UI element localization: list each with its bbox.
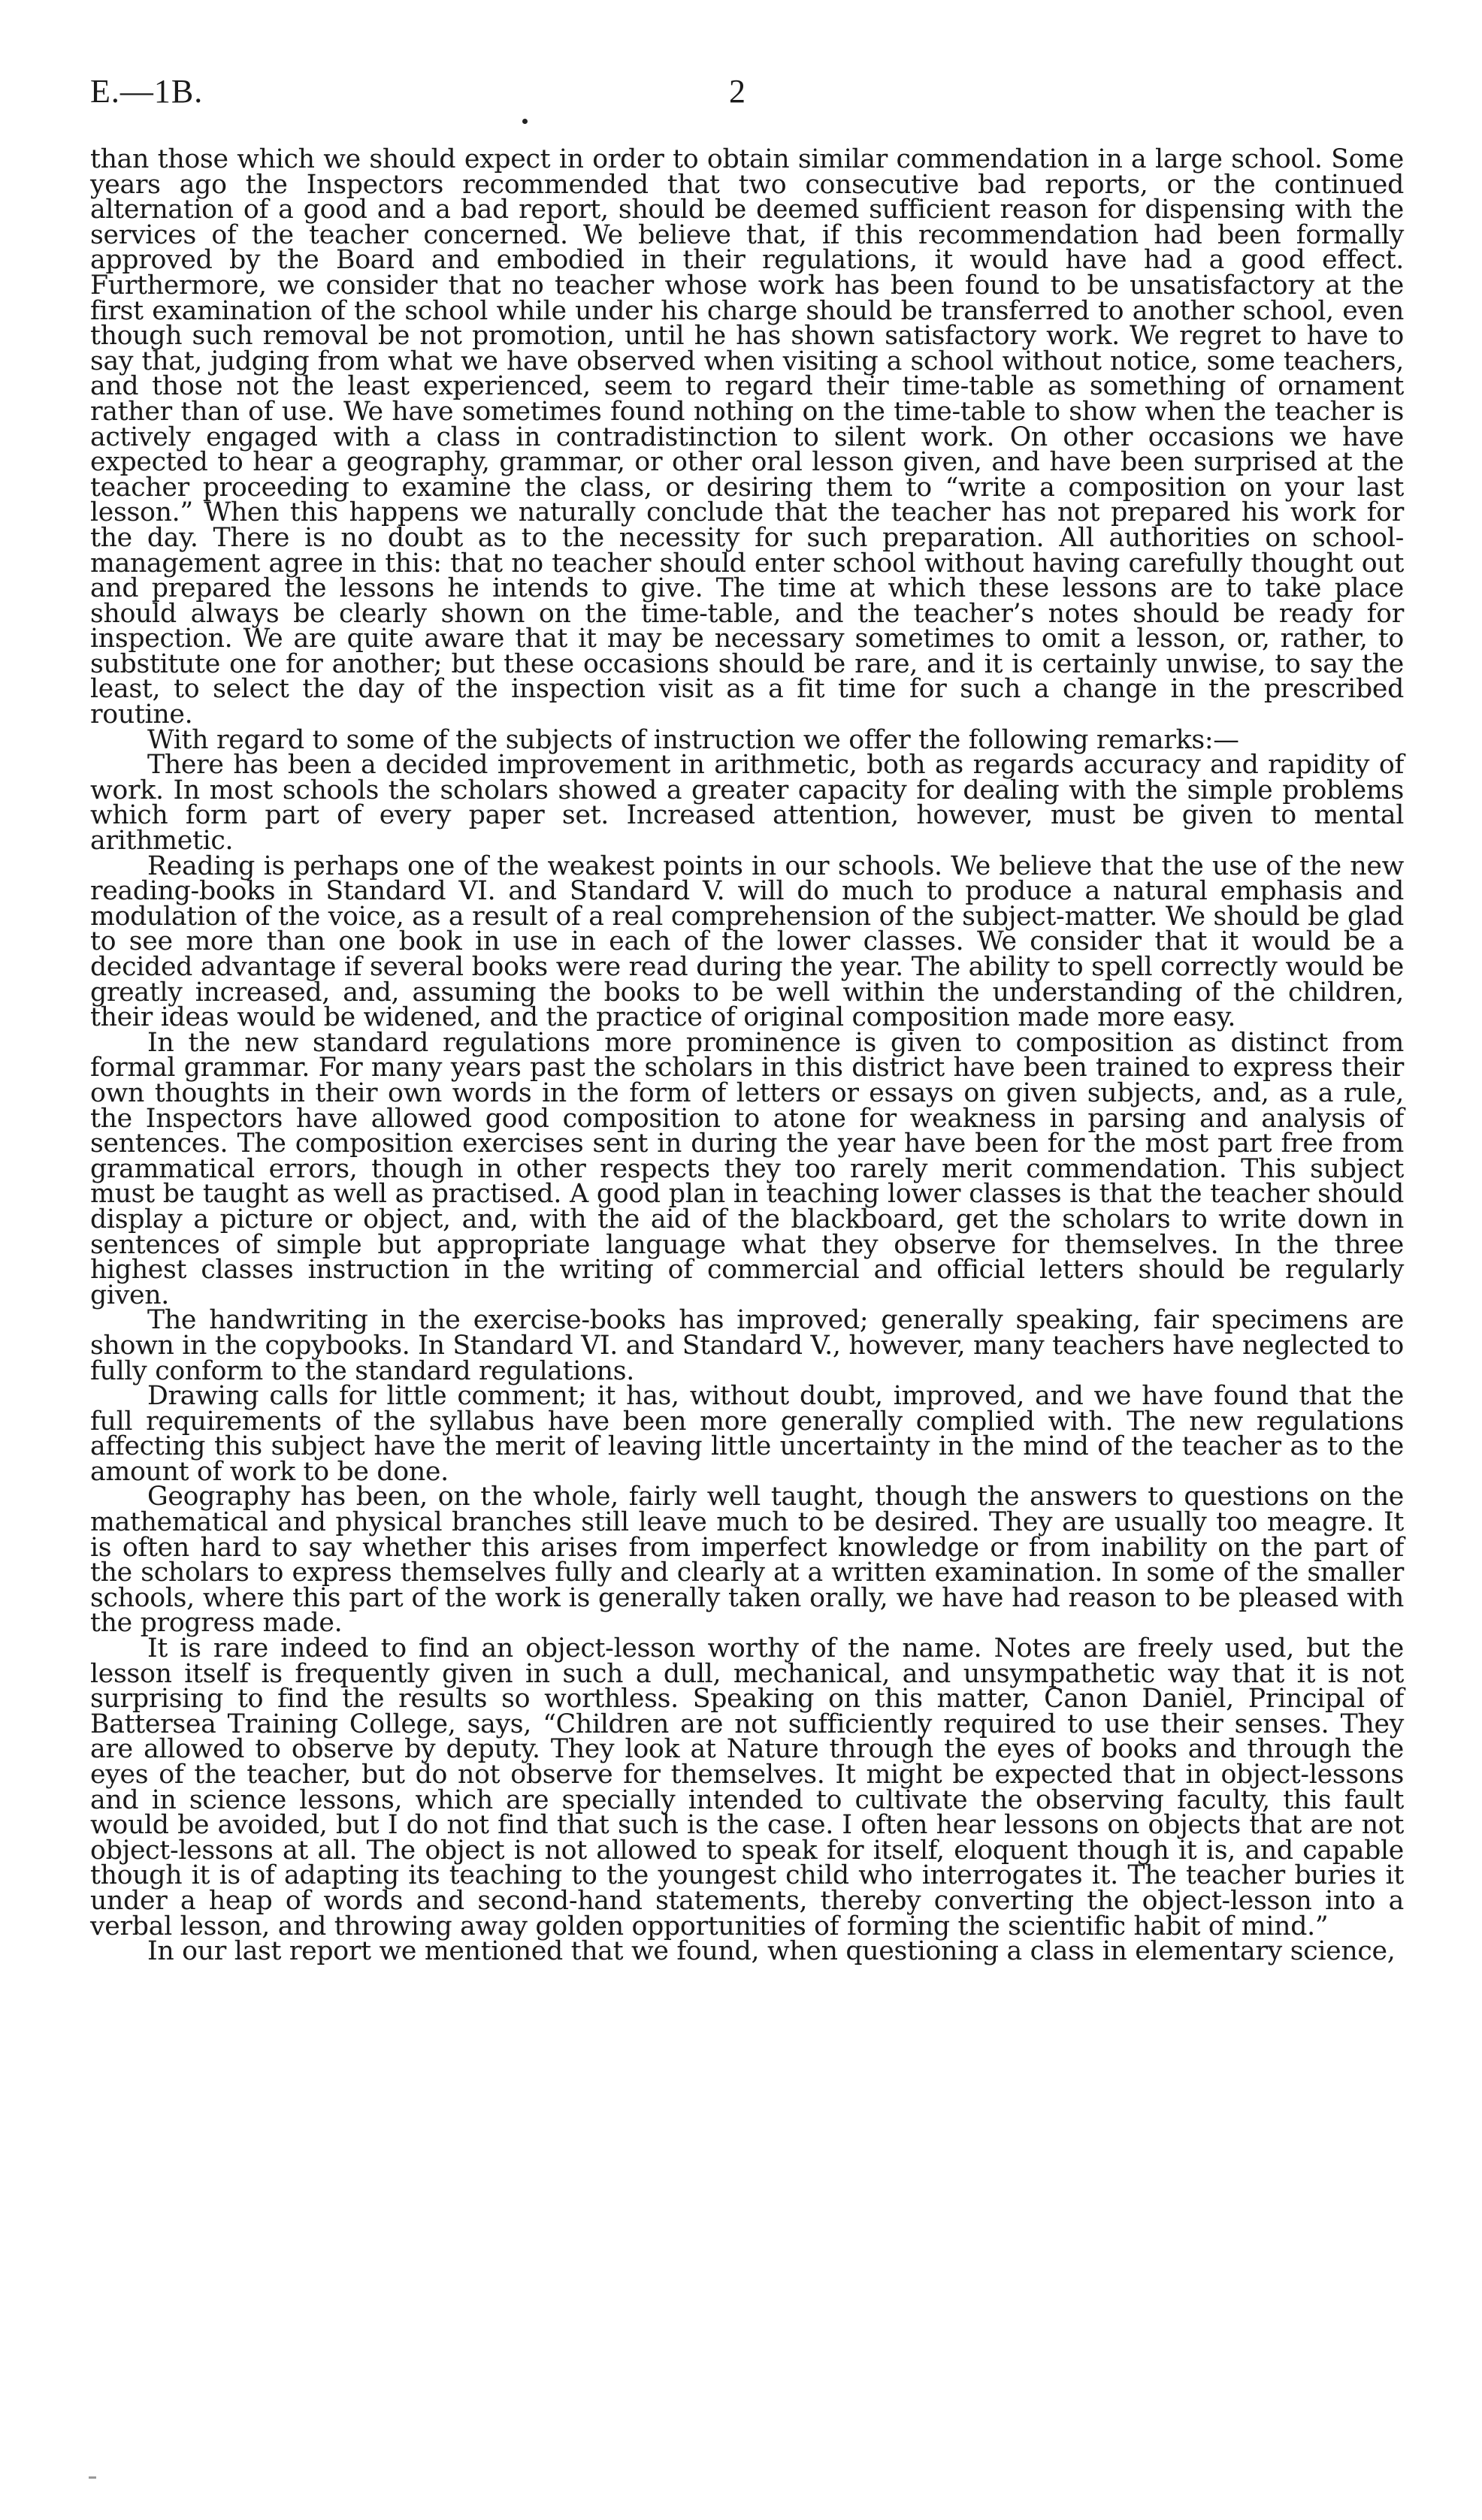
paragraph-continuation: than those which we should expect in order to obtain similar commendation in a large school. Some years ago the Inspectors recommended that two consecutive bad reports, or the continued alternation of a good and a bad report, should be deemed sufficient reason for dispensing with the services of the teacher concerned. We believe that, if this recommendation had been formally approved by the Board and embodied in their regulations, it would have had a good effect. Furthermore, we consider that no teacher whose work has been found to be unsatisfactory at the first examination of the school while under his charge should be transferred to another school, even though such removal be not promotion, until he has shown satisfactory work. We regret to have to say that, judging from what we have observed when visiting a school without notice, some teachers, and those not the least experienced, seem to regard their time-table as something of ornament rather than of use. We have sometimes found nothing on the time-table to show when the teacher is actively engaged with a class in contradistinction to silent work. On other occasions we have expected to hear a geography, grammar, or other oral lesson given, and have been surprised at the teacher proceeding to examine the class, or desiring them to “write a composition on your last lesson.” When this happens we naturally conclude that the teacher has not prepared his work for the day. There is no doubt as to the necessity for such preparation. All authorities on school-management agree in this: that no teacher should enter school without having carefully thought out and prepared the lessons he intends to give. The time at which these lessons are to take place should always be clearly shown on the time-table, and the teacher’s notes should be ready for inspection. We are quite aware that it may be necessary sometimes to omit a lesson, or, rather, to substitute one for another; but these occasions should be rare, and it is certainly unwise, to say the least, to select the day of the inspection visit as a fit time for such a change in the prescribed routine.	[90, 144, 1404, 730]
scan-mark	[89, 2476, 96, 2479]
paragraph-drawing: Drawing calls for little comment; it has, without doubt, improved, and we have found that the full requirements of the syllabus have been more generally complied with. The new regulations affecting this subject have the merit of leaving little uncertainty in the mind of the teacher as to the amount of work to be done.	[90, 1381, 1404, 1487]
report-body	[90, 144, 1404, 1967]
paragraph-arithmetic: There has been a decided improvement in arithmetic, both as regards accuracy and rapidity of work. In most schools the scholars showed a greater capacity for dealing with the simple problems which form part of every paper set. Increased attention, however, must be given to mental arithmetic.	[90, 750, 1404, 857]
paragraph-object-lessons: It is rare indeed to find an object-lesson worthy of the name. Notes are freely used, but the lesson itself is frequently given in such a dull, mechanical, and unsympathetic way that it is not surprising to find the results so worthless. Speaking on this matter, Canon Daniel, Principal of Battersea Training College, says, “Children are not sufficiently required to use their senses. They are allowed to observe by deputy. They look at Nature through the eyes of books and through the eyes of the teacher, but do not observe for themselves. It might be expected that in object-lessons and in science lessons, which are specially intended to cultivate the observing faculty, this fault would be avoided, but I do not find that such is the case. I often hear lessons on objects that are not object-lessons at all. The object is not allowed to speak for itself, eloquent though it is, and capable though it is of adapting its teaching to the youngest child who interrogates it. The teacher buries it under a heap of words and second-hand statements, thereby converting the object-lesson into a verbal lesson, and throwing away golden opportunities of forming the scientific habit of mind.”	[90, 1633, 1404, 1941]
paragraph-composition: In the new standard regulations more prominence is given to composition as distinct from formal grammar. For many years past the scholars in this district have been trained to express their own thoughts in their own words in the form of letters or essays on given subjects, and, as a rule, the Inspectors have allowed good composition to atone for weakness in parsing and analysis of sentences. The composition exercises sent in during the year have been for the most part free from grammatical errors, though in other respects they too rarely merit commendation. This subject must be taught as well as practised. A good plan in teaching lower classes is that the teacher should display a picture or object, and, with the aid of the blackboard, get the scholars to write down in sentences of simple but appropriate language what they observe for themselves. In the three highest classes instruction in the writing of commercial and official letters should be regularly given.	[90, 1027, 1404, 1310]
paragraph-handwriting: The handwriting in the exercise-books has improved; generally speaking, fair specimens are shown in the copybooks. In Standard VI. and Standard V., however, many teachers have neglected to fully conform to the standard regulations.	[90, 1305, 1404, 1386]
paragraph-reading: Reading is perhaps one of the weakest points in our schools. We believe that the use of the new reading-books in Standard VI. and Standard V. will do much to produce a natural emphasis and modulation of the voice, as a result of a real comprehension of the subject-matter. We should be glad to see more than one book in use in each of the lower classes. We consider that it would be a decided advantage if several books were read during the year. The ability to spell correctly would be greatly increased, and, assuming the books to be well within the understanding of the children, their ideas would be widened, and the practice of original composition made more easy.	[90, 851, 1404, 1033]
decorative-dot	[522, 119, 528, 124]
page-header	[90, 72, 1413, 117]
paragraph-geography: Geography has been, on the whole, fairly well taught, though the answers to questions on the mathematical and physical branches still leave much to be desired. They are usually too meagre. It is often hard to say whether this arises from imperfect knowledge or from inability on the part of the scholars to express themselves fully and clearly at a written examination. In some of the smaller schools, where this part of the work is generally taken orally, we have had reason to be pleased with the progress made.	[90, 1482, 1404, 1639]
page-number: 2	[729, 73, 746, 110]
paragraph-subjects-intro: With regard to some of the subjects of instruction we offer the following remarks:—	[147, 724, 1239, 755]
document-id: E.—1B.	[90, 73, 204, 110]
paragraph-science: In our last report we mentioned that we found, when questioning a class in elementary science,	[147, 1936, 1396, 1967]
